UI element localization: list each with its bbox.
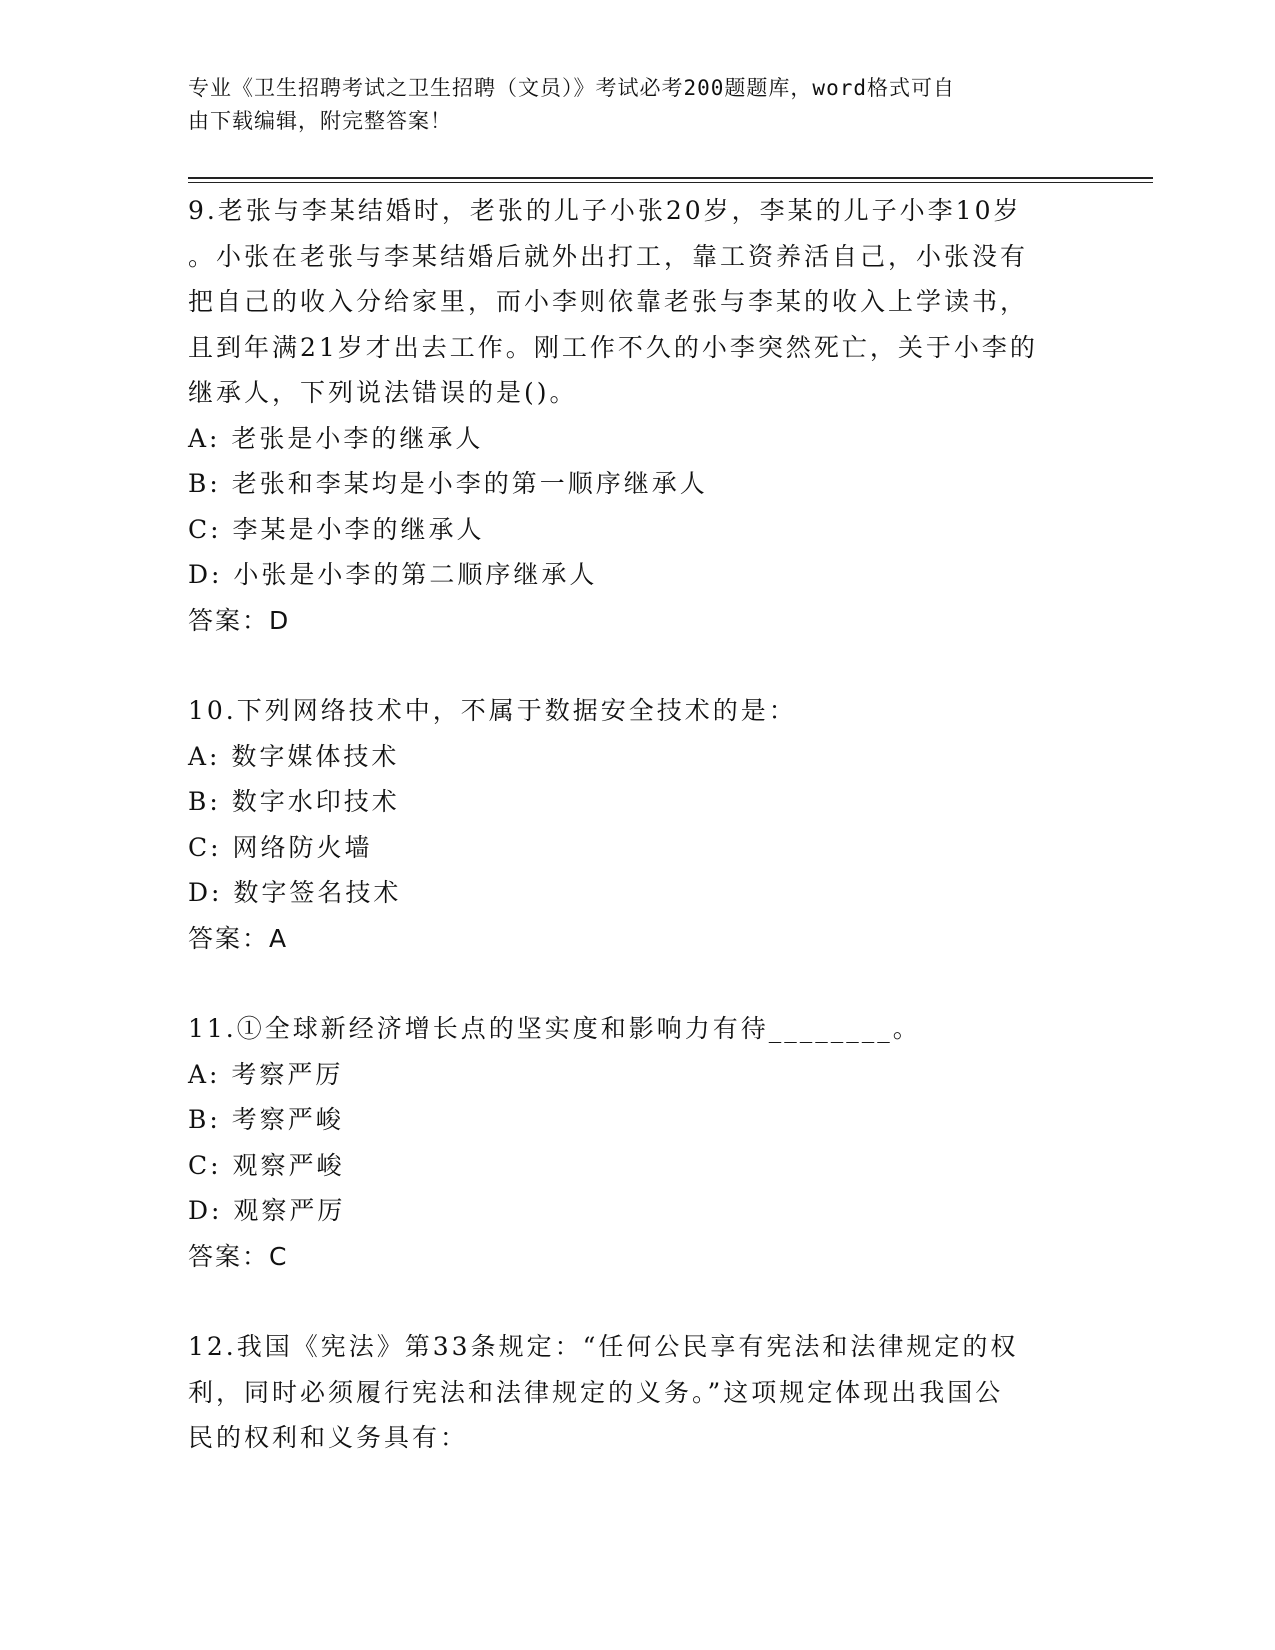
header-divider-thin <box>188 182 1153 183</box>
question-10 <box>188 688 1088 961</box>
stem-line: 12.我国《宪法》第33条规定：“任何公民享有宪法和法律规定的权 <box>188 1332 1019 1361</box>
question-stem <box>188 188 1088 416</box>
stem-line: 且到年满21岁才出去工作。刚工作不久的小李突然死亡，关于小李的 <box>188 332 1038 362</box>
option-c: C: 网络防火墙 <box>188 832 373 862</box>
question-list <box>188 188 1088 1461</box>
option-a: A: 数字媒体技术 <box>188 741 400 771</box>
option-d: D: 小张是小李的第二顺序继承人 <box>188 560 598 589</box>
answer-label: 答案：A <box>188 923 289 953</box>
header-line-1: 专业《卫生招聘考试之卫生招聘（文员）》考试必考200题题库，word格式可自 <box>188 76 955 100</box>
option-b: B: 考察严峻 <box>188 1105 344 1134</box>
stem-line: 继承人，下列说法错误的是()。 <box>188 378 578 407</box>
option-c: C: 李某是小李的继承人 <box>188 514 485 544</box>
option-b: B: 数字水印技术 <box>188 787 400 816</box>
question-stem <box>188 1006 1088 1052</box>
stem-line: 利，同时必须履行宪法和法律规定的义务。”这项规定体现出我国公 <box>188 1377 1004 1407</box>
question-spacer <box>188 643 1088 688</box>
header-line-2: 由下载编辑，附完整答案！ <box>188 109 452 133</box>
stem-line: 9.老张与李某结婚时，老张的儿子小张20岁，李某的儿子小李10岁 <box>188 196 1022 225</box>
document-header <box>188 72 1068 138</box>
stem-line: 。小张在老张与李某结婚后就外出打工，靠工资养活自己，小张没有 <box>188 241 1029 271</box>
option-a: A: 老张是小李的继承人 <box>188 423 484 453</box>
question-stem <box>188 688 1088 734</box>
stem-line: 11.①全球新经济增长点的坚实度和影响力有待________。 <box>188 1014 921 1043</box>
question-11 <box>188 1006 1088 1279</box>
stem-line: 民的权利和义务具有： <box>188 1423 469 1452</box>
question-stem <box>188 1324 1088 1461</box>
option-a: A: 考察严厉 <box>188 1059 344 1089</box>
question-9 <box>188 188 1088 643</box>
question-spacer <box>188 1279 1088 1324</box>
option-d: D: 观察严厉 <box>188 1196 346 1225</box>
option-d: D: 数字签名技术 <box>188 878 402 907</box>
option-c: C: 观察严峻 <box>188 1150 345 1180</box>
stem-line: 10.下列网络技术中，不属于数据安全技术的是： <box>188 696 797 725</box>
option-b: B: 老张和李某均是小李的第一顺序继承人 <box>188 469 708 498</box>
question-spacer <box>188 961 1088 1006</box>
question-12 <box>188 1324 1088 1461</box>
answer-label: 答案：C <box>188 1241 289 1271</box>
answer-label: 答案：D <box>188 605 291 635</box>
header-divider-thick <box>188 177 1153 179</box>
stem-line: 把自己的收入分给家里，而小李则依靠老张与李某的收入上学读书， <box>188 287 1029 316</box>
